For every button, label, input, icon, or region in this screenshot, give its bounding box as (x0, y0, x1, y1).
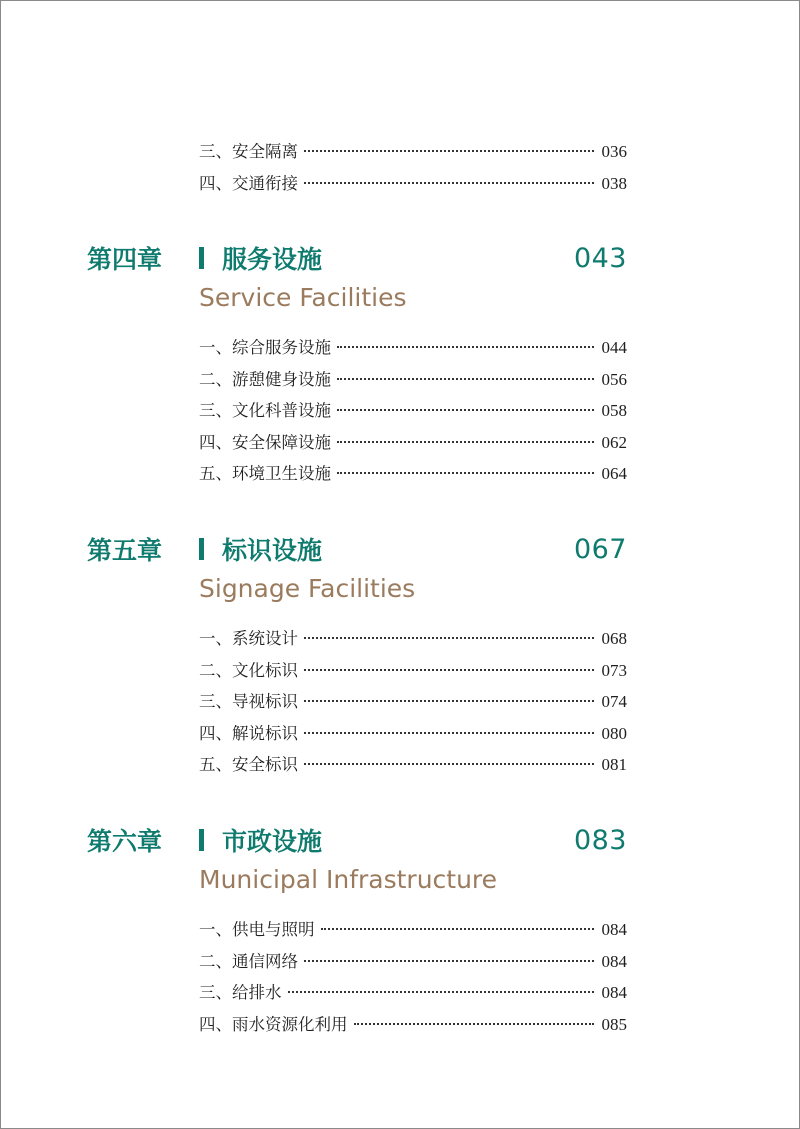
dot-leader (304, 732, 594, 734)
dot-leader (304, 960, 594, 962)
toc-entry-page: 081 (601, 755, 627, 774)
toc-entry[interactable] (199, 429, 627, 461)
dot-leader (304, 700, 594, 702)
toc-entry-title: 三、文化科普设施 (199, 401, 331, 420)
toc-entry-title: 二、文化标识 (199, 660, 298, 680)
toc-entry-page: 064 (601, 464, 627, 483)
toc-entry-page: 058 (601, 401, 627, 420)
toc-entry[interactable] (199, 625, 627, 657)
toc-entry-page: 038 (601, 173, 627, 193)
toc-entry-title: 五、安全标识 (199, 755, 298, 774)
toc-entry-title: 四、安全保障设施 (199, 432, 331, 452)
toc-entry-title: 四、雨水资源化利用 (199, 1014, 348, 1034)
toc-entry-page: 056 (601, 369, 627, 389)
toc-entry[interactable] (199, 170, 627, 202)
toc-group-top (199, 138, 627, 201)
toc-entry[interactable] (199, 916, 627, 948)
toc-entry-title: 二、通信网络 (199, 951, 298, 971)
toc-entry-title: 三、导视标识 (199, 692, 298, 711)
toc-entry-page: 068 (601, 629, 627, 648)
toc-group-chapter-5 (199, 625, 627, 783)
toc-entry-page: 085 (601, 1014, 627, 1034)
toc-entry[interactable] (199, 334, 627, 366)
toc-entry-page: 080 (601, 723, 627, 743)
chapter-english-title: Municipal Infrastructure (199, 865, 498, 894)
dot-leader (304, 150, 594, 152)
dot-leader (337, 378, 594, 380)
chapter-heading-5[interactable] (87, 532, 627, 606)
dot-leader (337, 346, 594, 348)
toc-entry-title: 一、综合服务设施 (199, 338, 331, 357)
toc-entry[interactable] (199, 138, 627, 170)
toc-entry[interactable] (199, 979, 627, 1011)
toc-entry[interactable] (199, 1011, 627, 1043)
toc-group-chapter-6 (199, 916, 627, 1042)
dot-leader (337, 409, 594, 411)
chapter-title: 标识设施 (222, 536, 323, 565)
toc-entry-page: 044 (601, 338, 627, 357)
toc-entry-page: 036 (601, 142, 627, 161)
dot-leader (288, 991, 594, 993)
toc-entry[interactable] (199, 720, 627, 752)
toc-entry-page: 084 (601, 951, 627, 971)
dot-leader (321, 928, 594, 930)
dot-leader (304, 637, 594, 639)
toc-entry-title: 二、游憩健身设施 (199, 369, 331, 389)
toc-entry-title: 三、安全隔离 (199, 142, 298, 161)
dot-leader (354, 1023, 594, 1025)
toc-entry-page: 062 (601, 432, 627, 452)
chapter-divider-bar (199, 829, 204, 851)
chapter-heading-6[interactable] (87, 823, 627, 897)
toc-entry[interactable] (199, 397, 627, 429)
chapter-heading-4[interactable] (87, 241, 627, 315)
toc-entry-page: 084 (601, 920, 627, 939)
toc-entry-title: 一、系统设计 (199, 629, 298, 648)
toc-entry-title: 五、环境卫生设施 (199, 464, 331, 483)
dot-leader (304, 182, 594, 184)
chapter-title: 市政设施 (222, 827, 323, 856)
toc-entry-title: 四、解说标识 (199, 723, 298, 743)
toc-group-chapter-4 (199, 334, 627, 492)
dot-leader (337, 472, 594, 474)
toc-entry-title: 三、给排水 (199, 983, 282, 1002)
dot-leader (304, 763, 594, 765)
toc-entry[interactable] (199, 657, 627, 689)
toc-entry[interactable] (199, 460, 627, 492)
dot-leader (337, 441, 594, 443)
dot-leader (304, 669, 594, 671)
toc-entry[interactable] (199, 751, 627, 783)
chapter-page: 043 (573, 242, 627, 274)
chapter-number: 第六章 (87, 827, 163, 856)
toc-entry[interactable] (199, 948, 627, 980)
toc-entry-title: 一、供电与照明 (199, 920, 315, 939)
toc-entry[interactable] (199, 366, 627, 398)
chapter-number: 第五章 (87, 536, 163, 565)
chapter-page: 067 (573, 533, 627, 565)
chapter-page: 083 (573, 824, 627, 856)
chapter-english-title: Signage Facilities (199, 574, 416, 603)
chapter-divider-bar (199, 538, 204, 560)
toc-entry[interactable] (199, 688, 627, 720)
toc-entry-page: 084 (601, 983, 627, 1002)
chapter-title: 服务设施 (222, 245, 323, 274)
chapter-english-title: Service Facilities (199, 283, 407, 312)
toc-entry-page: 074 (601, 692, 627, 711)
chapter-number: 第四章 (87, 245, 163, 274)
toc-entry-page: 073 (601, 660, 627, 680)
chapter-divider-bar (199, 247, 204, 269)
toc-entry-title: 四、交通衔接 (199, 173, 298, 193)
